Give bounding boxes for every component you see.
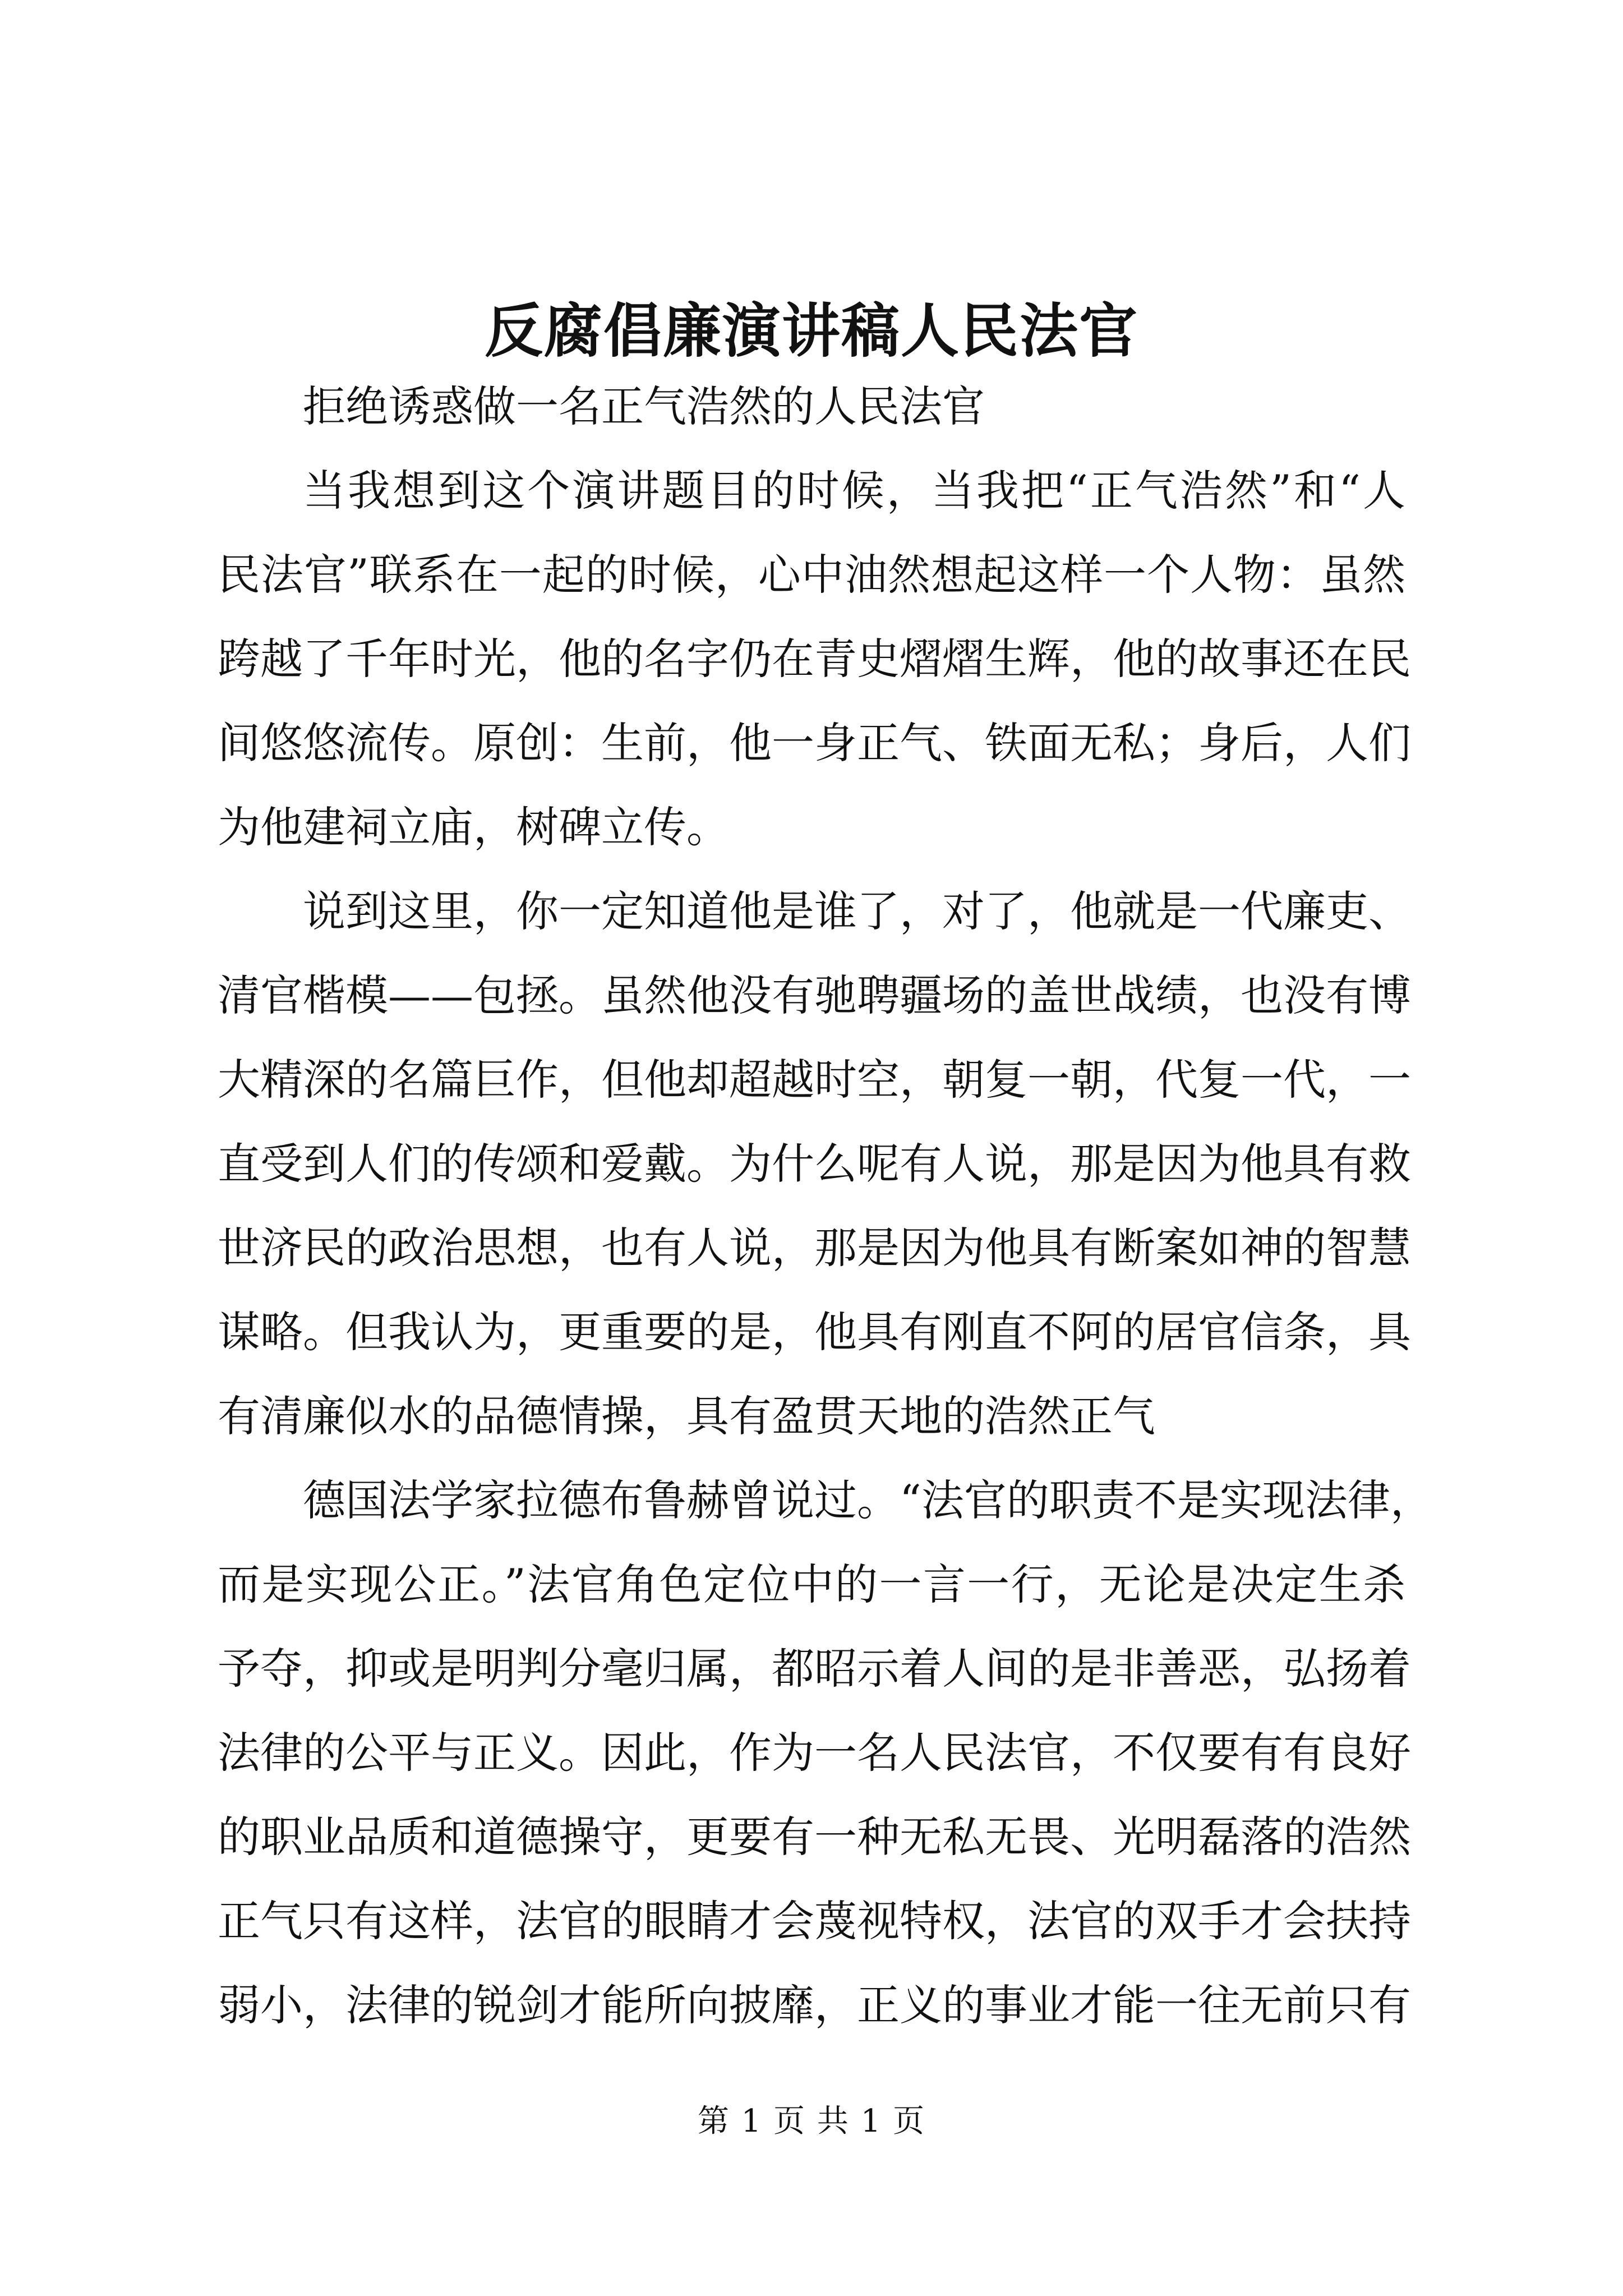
paragraph-line: 跨越了千年时光，他的名字仍在青史熠熠生辉，他的故事还在民	[218, 634, 1411, 684]
paragraph-line: 有清廉似水的品德情操，具有盈贯天地的浩然正气	[218, 1391, 1155, 1441]
paragraph-line: 弱小，法律的锐剑才能所向披靡，正义的事业才能一往无前只有	[218, 1980, 1411, 2030]
paragraph-line: 拒绝诱惑做一名正气浩然的人民法官	[303, 381, 985, 431]
paragraph-line: 间悠悠流传。原创：生前，他一身正气、铁面无私；身后，人们	[218, 718, 1411, 768]
paragraph-line: 而是实现公正。”法官角色定位中的一言一行，无论是决定生杀	[218, 1559, 1405, 1609]
paragraph-line: 清官楷模——包拯。虽然他没有驰聘疆场的盖世战绩，也没有博	[218, 970, 1411, 1020]
paragraph-line: 谋略。但我认为，更重要的是，他具有刚直不阿的居官信条，具	[218, 1307, 1411, 1357]
paragraph-line: 为他建祠立庙，树碑立传。	[218, 802, 729, 852]
document-body	[218, 365, 1433, 2047]
paragraph-line: 大精深的名篇巨作，但他却超越时空，朝复一朝，代复一代，一	[218, 1055, 1411, 1105]
paragraph-line: 当我想到这个演讲题目的时候，当我把“正气浩然”和“人	[303, 466, 1405, 516]
paragraph-line: 德国法学家拉德布鲁赫曾说过。“法官的职责不是实现法律，	[303, 1475, 1433, 1525]
page-footer: 第 1 页 共 1 页	[697, 2103, 926, 2139]
paragraph-line: 的职业品质和道德操守，更要有一种无私无畏、光明磊落的浩然	[218, 1812, 1411, 1862]
paragraph-line: 说到这里，你一定知道他是谁了，对了，他就是一代廉吏、	[303, 886, 1411, 936]
paragraph-line: 民法官”联系在一起的时候，心中油然想起这样一个人物：虽然	[218, 550, 1405, 600]
paragraph-line: 正气只有这样，法官的眼睛才会蔑视特权，法官的双手才会扶持	[218, 1896, 1411, 1946]
page-title: 反腐倡廉演讲稿人民法官	[484, 296, 1138, 365]
paragraph-line: 予夺，抑或是明判分毫归属，都昭示着人间的是非善恶，弘扬着	[218, 1644, 1411, 1694]
paragraph-line: 法律的公平与正义。因此，作为一名人民法官，不仅要有有良好	[218, 1728, 1411, 1778]
paragraph-line: 直受到人们的传颂和爱戴。为什么呢有人说，那是因为他具有救	[218, 1139, 1411, 1189]
paragraph-line: 世济民的政治思想，也有人说，那是因为他具有断案如神的智慧	[218, 1223, 1411, 1273]
